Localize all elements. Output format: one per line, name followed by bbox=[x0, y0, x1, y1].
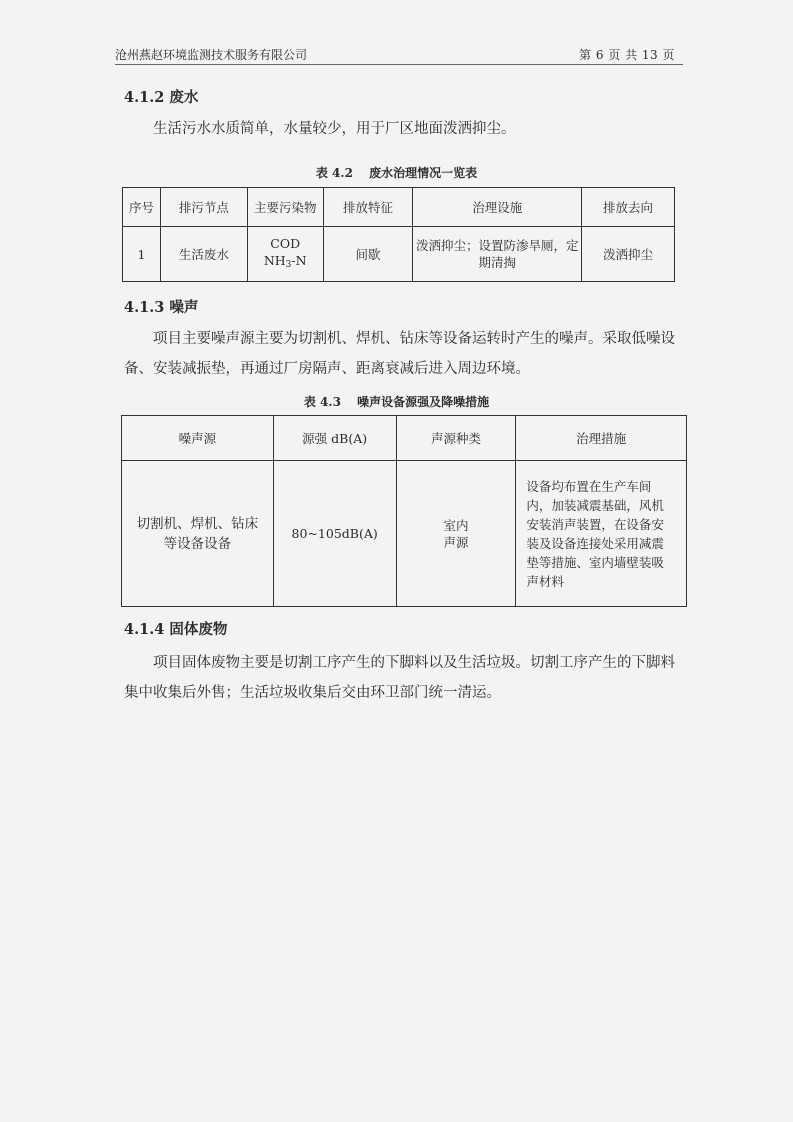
table-row bbox=[123, 227, 675, 282]
wastewater-table bbox=[122, 187, 675, 282]
ammonia-subscript: 3 bbox=[285, 259, 292, 270]
section-heading-wastewater: 4.1.2 废水 bbox=[124, 89, 199, 106]
source-type-line2: 声源 bbox=[443, 534, 469, 550]
pollutant-ammonia bbox=[250, 252, 321, 274]
column-header: 排污节点 bbox=[160, 188, 247, 227]
section-heading-solid-waste: 4.1.4 固体废物 bbox=[124, 621, 228, 638]
header-rule bbox=[115, 64, 683, 65]
column-header: 声源种类 bbox=[396, 416, 516, 461]
cell-facility: 泼洒抑尘；设置防渗旱厕，定期清掏 bbox=[413, 227, 582, 282]
ammonia-suffix: -N bbox=[291, 252, 307, 268]
table-header-row bbox=[123, 188, 675, 227]
solid-waste-paragraph: 项目固体废物主要是切割工序产生的下脚料以及生活垃圾。切割工序产生的下脚料集中收集后外售；生活垃圾收集后交由环卫部门统一清运。 bbox=[124, 655, 675, 701]
cell-source-type bbox=[396, 461, 516, 607]
column-header: 主要污染物 bbox=[247, 188, 323, 227]
column-header: 噪声源 bbox=[122, 416, 274, 461]
cell-noise-measures: 设备均布置在生产车间内，加装减震基础，风机安装消声装置，在设备安装及设备连接处采用减震垫等措施、室内墙壁装吸声材料 bbox=[516, 461, 687, 607]
page-header bbox=[115, 44, 683, 66]
ammonia-prefix: NH bbox=[263, 252, 286, 268]
table-4-2-caption: 表 4.2 废水治理情况一览表 bbox=[315, 166, 478, 180]
header-page-number: 第 6 页 共 13 页 bbox=[579, 48, 675, 62]
table-row bbox=[122, 461, 687, 607]
section-heading-noise: 4.1.3 噪声 bbox=[124, 299, 199, 316]
cell-feature: 间歇 bbox=[323, 227, 413, 282]
noise-table bbox=[121, 415, 687, 607]
table-header-row bbox=[122, 416, 687, 461]
column-header: 排放特征 bbox=[323, 188, 413, 227]
table-4-3-caption: 表 4.3 噪声设备源强及降噪措施 bbox=[303, 395, 490, 409]
column-header: 序号 bbox=[123, 188, 161, 227]
cell-number: 1 bbox=[123, 227, 161, 282]
cell-noise-level: 80~105dB(A) bbox=[273, 461, 396, 607]
cell-noise-source: 切割机、焊机、钻床等设备设备 bbox=[122, 461, 274, 607]
source-type-line1: 室内 bbox=[443, 517, 469, 533]
column-header: 排放去向 bbox=[582, 188, 675, 227]
cell-node: 生活废水 bbox=[160, 227, 247, 282]
cell-destination: 泼洒抑尘 bbox=[582, 227, 675, 282]
pollutant-cod: COD bbox=[270, 235, 301, 251]
wastewater-paragraph: 生活污水水质简单，水量较少，用于厂区地面泼洒抑尘。 bbox=[153, 121, 516, 137]
column-header: 源强 dB(A) bbox=[273, 416, 396, 461]
column-header: 治理设施 bbox=[413, 188, 582, 227]
cell-pollutant bbox=[247, 227, 323, 282]
header-company: 沧州燕赵环境监测技术服务有限公司 bbox=[115, 48, 308, 62]
column-header: 治理措施 bbox=[516, 416, 687, 461]
noise-paragraph: 项目主要噪声源主要为切割机、焊机、钻床等设备运转时产生的噪声。采取低噪设备、安装减振垫，再通过厂房隔声、距离衰减后进入周边环境。 bbox=[124, 331, 675, 377]
